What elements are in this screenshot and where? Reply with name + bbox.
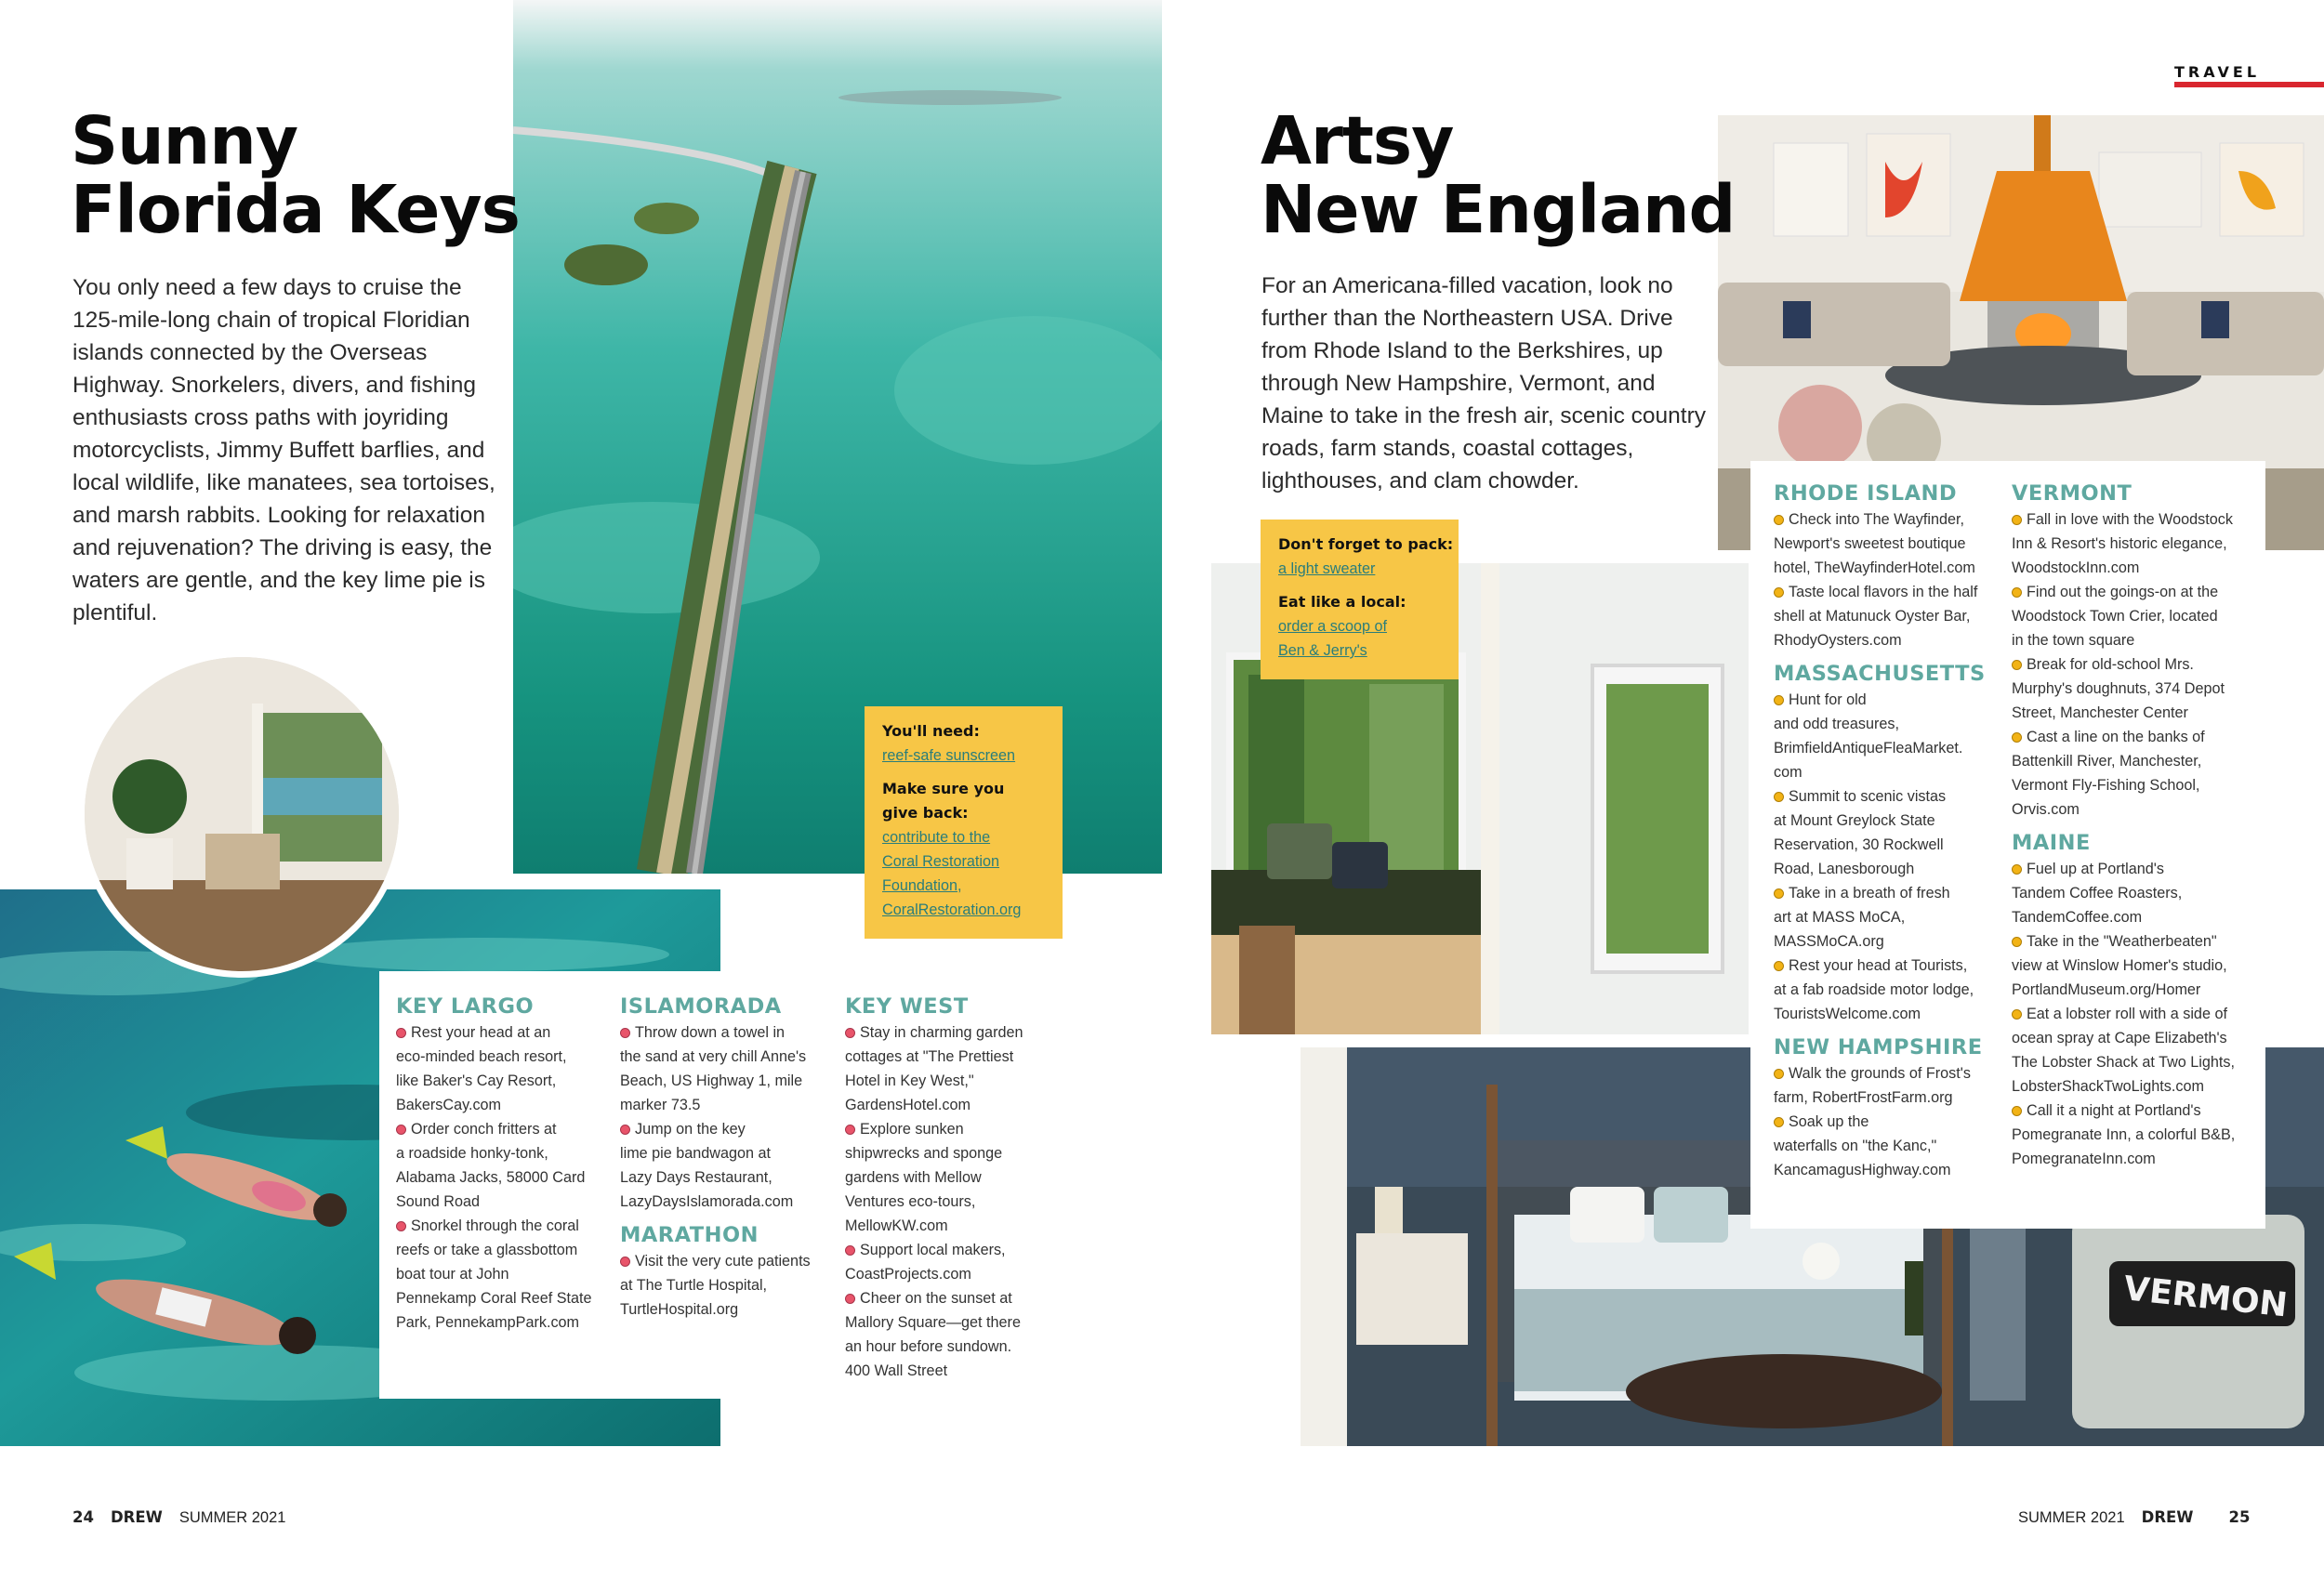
new-england-column-1 [1774, 480, 1986, 1182]
list-item: Find out the goings-on at the Woodstock Town Crier, located in the town square [2012, 584, 2219, 649]
bullet-icon [396, 1221, 406, 1231]
list-item: Hunt for old and odd treasures, BrimfieldAntiqueFleaMarket. com [1774, 691, 1963, 781]
bullet-icon [2012, 864, 2022, 875]
list-item: Cast a line on the banks of Battenkill River, Manchester, Vermont Fly-Fishing School, Orvis.com [2012, 729, 2205, 818]
need-label: You'll need: [882, 722, 980, 740]
list-item: Eat a lobster roll with a side of ocean spray at Cape Elizabeth's The Lobster Shack at Two Lights, LobsterShackTwoLights.com [2012, 1006, 2235, 1095]
coral-restoration-link[interactable]: contribute to the [882, 829, 991, 846]
bullet-icon [2012, 1009, 2022, 1020]
list-item: Explore sunken shipwrecks and sponge gardens with Mellow Ventures eco-tours, MellowKW.com [845, 1121, 1003, 1234]
right-footer [2018, 1508, 2250, 1527]
bullet-icon [1774, 1117, 1784, 1127]
list-item: Order conch fritters at a roadside honky-tonk, Alabama Jacks, 58000 Card Sound Road [396, 1121, 586, 1210]
bullet-icon [1774, 587, 1784, 598]
eat-label: Eat like a local: [1278, 593, 1406, 611]
list-item: Rest your head at an eco-minded beach resort, like Baker's Cay Resort, BakersCay.com [396, 1024, 567, 1113]
bullet-icon [2012, 937, 2022, 947]
key-west-column [845, 993, 1023, 1383]
intro-line: further than the Northeastern USA. Drive [1261, 306, 1673, 331]
left-footer [73, 1508, 285, 1527]
intro-line: motorcyclists, Jimmy Buffett barflies, and [73, 438, 485, 463]
sweater-link[interactable]: a light sweater [1278, 560, 1376, 577]
intro-line: You only need a few days to cruise the [73, 275, 462, 300]
new-england-title-line-2: New England [1261, 171, 1736, 248]
list-item: Jump on the key lime pie bandwagon at Lazy Days Restaurant, LazyDaysIslamorada.com [620, 1121, 794, 1210]
rhode-island-heading: RHODE ISLAND [1774, 481, 1957, 506]
islamorada-column [620, 993, 811, 1322]
new-hampshire-heading: NEW HAMPSHIRE [1774, 1035, 1983, 1059]
bullet-icon [845, 1125, 855, 1135]
intro-line: 125-mile-long chain of tropical Floridian [73, 308, 470, 333]
bullet-icon [2012, 660, 2022, 670]
intro-line: and rejuvenation? The driving is easy, the [73, 535, 493, 560]
bullet-icon [620, 1125, 630, 1135]
bakers-cay-room-photo [78, 651, 405, 978]
bullet-icon [2012, 587, 2022, 598]
list-item: Taste local flavors in the half shell at Matunuck Oyster Bar, RhodyOysters.com [1774, 584, 1978, 649]
ben-jerrys-link[interactable]: Ben & Jerry's [1278, 642, 1367, 659]
new-england-column-2 [2012, 480, 2235, 1171]
section-tag-underline [2174, 82, 2324, 87]
new-england-title-line-1: Artsy [1261, 102, 1454, 179]
pillow-text: VERMON [2121, 1270, 2290, 1325]
florida-intro [73, 271, 495, 629]
coral-restoration-link[interactable]: CoralRestoration.org [882, 901, 1022, 918]
issue-date: SUMMER 2021 [178, 1509, 286, 1526]
sunscreen-link[interactable]: reef-safe sunscreen [882, 747, 1016, 764]
marathon-heading: MARATHON [620, 1223, 759, 1247]
intro-line: lighthouses, and clam chowder. [1261, 468, 1579, 493]
florida-title-line-2: Florida Keys [71, 171, 520, 248]
list-item: Take in the "Weatherbeaten" view at Winslow Homer's studio, PortlandMuseum.org/Homer [2012, 933, 2227, 998]
bullet-icon [396, 1028, 406, 1038]
list-item: Break for old-school Mrs. Murphy's doughnuts, 374 Depot Street, Manchester Center [2012, 656, 2225, 721]
maine-heading: MAINE [2012, 831, 2091, 855]
give-label: give back: [882, 804, 969, 822]
list-item: Soak up the waterfalls on "the Kanc," KancamagusHighway.com [1774, 1113, 1951, 1178]
magazine-name: DREW [2141, 1508, 2194, 1526]
intro-line: local wildlife, like manatees, sea tortoises, [73, 470, 495, 495]
bullet-icon [845, 1028, 855, 1038]
list-item: Cheer on the sunset at Mallory Square—get there an hour before sundown. 400 Wall Street [845, 1290, 1021, 1379]
islamorada-heading: ISLAMORADA [620, 994, 782, 1019]
new-england-tip-box [1261, 520, 1459, 679]
bullet-icon [2012, 732, 2022, 743]
bullet-icon [845, 1294, 855, 1304]
bullet-icon [1774, 792, 1784, 802]
new-england-title [1261, 102, 1736, 248]
bullet-icon [1774, 888, 1784, 899]
magazine-name: DREW [110, 1508, 163, 1526]
list-item: Throw down a towel in the sand at very chill Anne's Beach, US Highway 1, mile marker 73.5 [620, 1024, 807, 1113]
overseas-highway-photo [513, 0, 1162, 874]
list-item: Check into The Wayfinder, Newport's sweetest boutique hotel, TheWayfinderHotel.com [1774, 511, 1975, 576]
vermont-heading: VERMONT [2012, 481, 2133, 506]
massachusetts-heading: MASSACHUSETTS [1774, 662, 1986, 686]
coral-restoration-link[interactable]: Coral Restoration [882, 853, 999, 870]
list-item: Fuel up at Portland's Tandem Coffee Roasters, TandemCoffee.com [2012, 861, 2183, 926]
page-number: 24 [73, 1508, 94, 1526]
intro-line: islands connected by the Overseas [73, 340, 428, 365]
bullet-icon [2012, 1106, 2022, 1116]
page-number: 25 [2228, 1508, 2251, 1526]
bullet-icon [1774, 515, 1784, 525]
key-west-heading: KEY WEST [845, 994, 969, 1019]
intro-line: For an Americana-filled vacation, look no [1261, 273, 1673, 298]
list-item: Rest your head at Tourists, at a fab roadside motor lodge, TouristsWelcome.com [1774, 957, 1974, 1022]
new-england-intro [1261, 270, 1706, 497]
intro-line: from Rhode Island to the Berkshires, up [1261, 338, 1663, 363]
intro-line: Maine to take in the fresh air, scenic country [1261, 403, 1706, 428]
give-label: Make sure you [882, 780, 1005, 797]
intro-line: through New Hampshire, Vermont, and [1261, 371, 1656, 396]
intro-line: enthusiasts cross paths with joyriding [73, 405, 449, 430]
intro-line: plentiful. [73, 600, 158, 625]
bullet-icon [1774, 1069, 1784, 1079]
bullet-icon [620, 1257, 630, 1267]
coral-restoration-link[interactable]: Foundation, [882, 877, 962, 894]
list-item: Walk the grounds of Frost's farm, RobertFrostFarm.org [1774, 1065, 1971, 1106]
key-largo-heading: KEY LARGO [396, 994, 535, 1019]
list-item: Fall in love with the Woodstock Inn & Resort's historic elegance, WoodstockInn.com [2012, 511, 2233, 576]
list-item: Summit to scenic vistas at Mount Greylock State Reservation, 30 Rockwell Road, Lanesborough [1774, 788, 1947, 877]
bullet-icon [845, 1245, 855, 1256]
list-item: Support local makers, CoastProjects.com [845, 1242, 1006, 1283]
section-tag: TRAVEL [2174, 63, 2261, 81]
bullet-icon [1774, 961, 1784, 971]
pack-label: Don't forget to pack: [1278, 535, 1454, 553]
intro-line: Highway. Snorkelers, divers, and fishing [73, 373, 476, 398]
ben-jerrys-link[interactable]: order a scoop of [1278, 618, 1387, 635]
list-item: Call it a night at Portland's Pomegranate Inn, a colorful B&B, PomegranateInn.com [2012, 1102, 2236, 1167]
bullet-icon [2012, 515, 2022, 525]
bullet-icon [1774, 695, 1784, 705]
key-largo-column [396, 993, 592, 1335]
bullet-icon [620, 1028, 630, 1038]
florida-tip-box [865, 706, 1063, 939]
list-item: Take in a breath of fresh art at MASS MoCA, MASSMoCA.org [1774, 885, 1950, 950]
florida-title-line-1: Sunny [71, 102, 298, 179]
list-item: Snorkel through the coral reefs or take a glassbottom boat tour at John Pennekamp Coral Reef State Park, PennekampPark.com [396, 1217, 592, 1331]
list-item: Visit the very cute patients at The Turtle Hospital, TurtleHospital.org [620, 1253, 811, 1318]
intro-line: roads, farm stands, coastal cottages, [1261, 436, 1634, 461]
intro-line: and marsh rabbits. Looking for relaxation [73, 503, 485, 528]
bullet-icon [396, 1125, 406, 1135]
list-item: Stay in charming garden cottages at "The Prettiest Hotel in Key West," GardensHotel.com [845, 1024, 1023, 1113]
florida-title [71, 102, 520, 248]
intro-line: waters are gentle, and the key lime pie is [73, 568, 485, 593]
issue-date: SUMMER 2021 [2018, 1509, 2125, 1526]
